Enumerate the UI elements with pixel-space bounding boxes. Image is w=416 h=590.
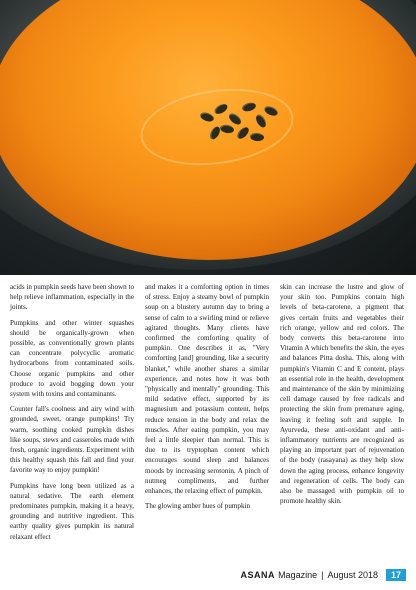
paragraph: Pumpkins and other winter squashes should be organically-grown when possible, as conventionally grown plants can concentrate polycyclic aromatic hydrocarbons from contaminated soils. Choose organic pumpkins and other produce to avoid bogging down your system with toxins and contaminants.: [10, 318, 134, 399]
page-number-badge: 17: [386, 569, 406, 581]
footer-separator: |: [321, 570, 324, 580]
paragraph: The glowing amber hues of pumpkin: [145, 502, 251, 511]
column-1: [10, 282, 134, 547]
magazine-word: Magazine: [278, 570, 318, 580]
issue-date: August 2018: [327, 570, 378, 580]
paragraph: Counter fall's coolness and airy wind with grounded, sweet, orange pumpkins! Try warm, soothing cooked pumpkin dishes like soups, stews and casseroles made with fresh, organic ingredients. Experiment with this healthy squash this fall and find your favorite way to enjoy pumpkin!: [10, 405, 134, 475]
paragraph: skin can increase the lustre and glow of your skin too. Pumpkins contain high levels of beta-carotene, a pigment that gives certain fruits and vegetables their rich orange, yellow and red colors. The body converts this beta-carotene into Vitamin A which benefits the skin, the eyes and balances Pitta dosha. This, along with pumpkin's Vitamin C and E content, plays an essential role in the health, development and maintenance of the skin by minimizing cell damage caused by free radicals and protecting the skin from premature aging, leaving it feeling soft and supple. In Ayurveda, these anti-oxidant and anti-inflammatory nutrients are recognized as playing an important part of rejuvenation of the body (rasayana) as they help slow down the aging process, enhance longevity and regeneration of cells. The body can also be massaged with pumpkin oil to promote healthy skin.: [280, 283, 404, 506]
paragraph: acids in pumpkin seeds have been shown to help relieve inflammation, especially in the joints.: [10, 283, 134, 312]
article-body: [10, 282, 406, 554]
pumpkin-seeds-garnish: [190, 95, 290, 145]
column-3: [280, 282, 404, 511]
pumpkin-soup-photo: [0, 0, 416, 275]
page-footer: [241, 568, 406, 582]
paragraph: and makes it a comforting option in times of stress. Enjoy a steamy bowl of pumpkin soup on a blustery autumn day to bring a sense of calm to a swirling mind or relieve agitated thoughts. Many clients have confirmed the comforting quality of pumpkin. One describes it as, "Very comforting [and] grounding, like a security blanket," while another shares a similar experience, and notes how it was both "physically and mentally" grounding. This mild sedative effect, supported by its magnesium and potassium content, helps reduce tension in the body and relax the muscles. After eating pumpkin, you may feel a little sleepier than normal. This is due to its tryptophan content which encourages sound sleep and balances moods by increasing serotonin. A pinch of nutmeg compliments, and further enhances, the relaxing effect of pumpkin.: [145, 283, 269, 496]
paragraph: Pumpkins have long been utilized as a natural sedative. The earth element predominates pumpkin, making it a heavy, grounding and nutritive ingredient. This earthy quality gives pumpkin its natural relaxant effect: [10, 481, 134, 541]
column-2: [145, 282, 269, 516]
magazine-brand: ASANA: [240, 570, 276, 580]
